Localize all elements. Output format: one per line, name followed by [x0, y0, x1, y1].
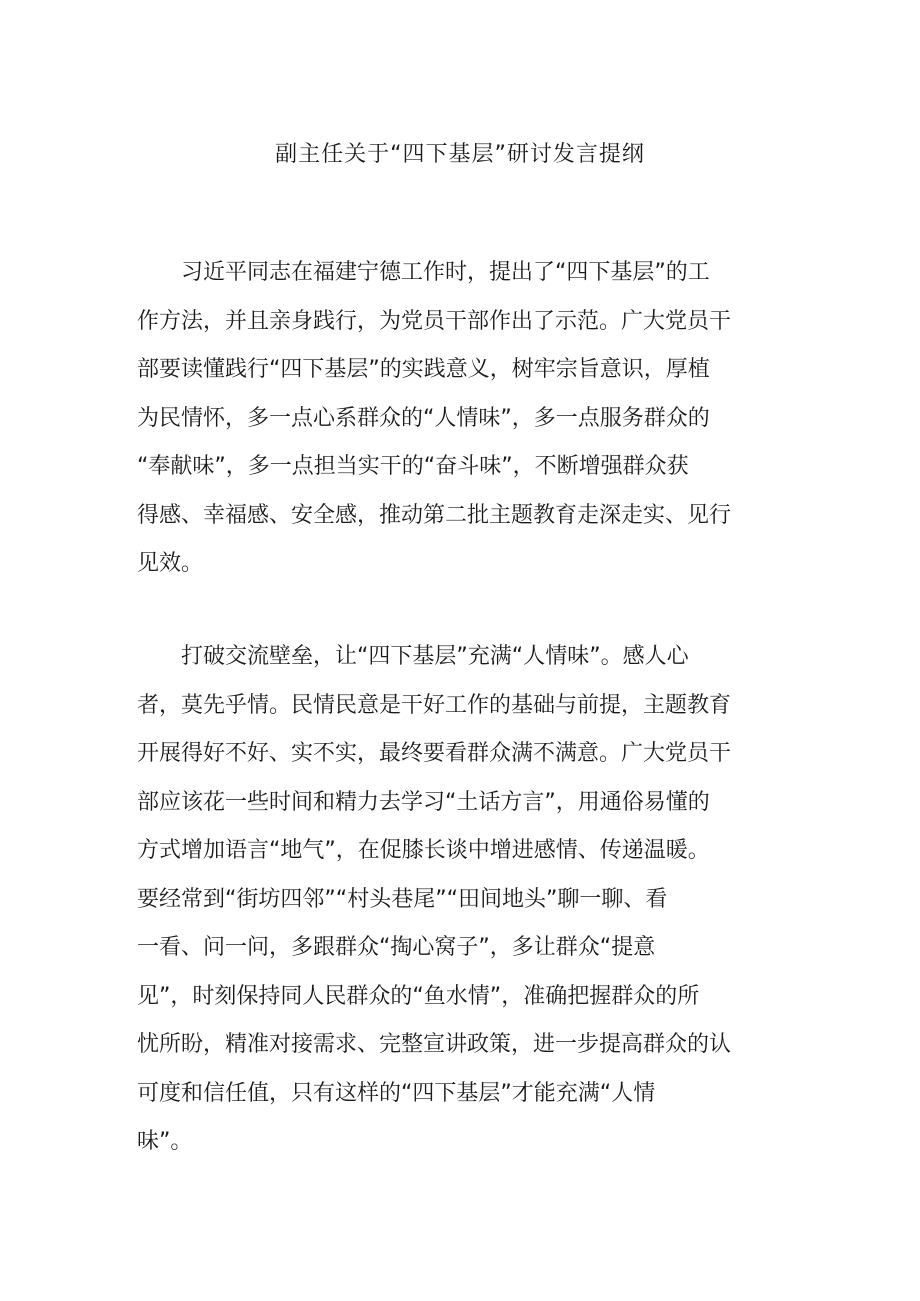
paragraph-line: “奉献味”，多一点担当实干的“奋斗味”，不断增强群众获 [137, 454, 689, 479]
paragraph-line: 见效。 [137, 551, 204, 576]
paragraph-line: 得感、幸福感、安全感，推动第二批主题教育走深走实、见行 [137, 502, 732, 528]
paragraph-line: 见”，时刻保持同人民群众的“鱼水情”，准确把握群众的所 [137, 983, 700, 1009]
paragraph-line: 开展得好不好、实不实，最终要看群众满不满意。广大党员干 [137, 741, 732, 766]
paragraph-line: 味”。 [137, 1129, 193, 1154]
paragraph-line: 要经常到“街坊四邻”“村头巷尾”“田间地头”聊一聊、看 [137, 886, 668, 912]
paragraph-line: 作方法，并且亲身践行，为党员干部作出了示范。广大党员干 [137, 308, 732, 334]
paragraph-line: 习近平同志在福建宁德工作时，提出了“四下基层”的工 [181, 260, 710, 285]
paragraph-line: 可度和信任值，只有这样的“四下基层”才能充满“人情 [137, 1080, 656, 1106]
paragraph-line: 忧所盼，精准对接需求、完整宣讲政策，进一步提高群众的认 [137, 1032, 732, 1057]
paragraph-line: 部要读懂践行“四下基层”的实践意义，树牢宗旨意识，厚植 [137, 357, 710, 382]
paragraph-line: 为民情怀，多一点心系群众的“人情味”，多一点服务群众的 [137, 405, 710, 431]
paragraph-line: 方式增加语言“地气”，在促膝长谈中增进感情、传递温暖。 [137, 838, 710, 863]
paragraph-1 [137, 249, 765, 589]
paragraph-line: 打破交流壁垒，让“四下基层”充满“人情味”。感人心 [181, 644, 689, 669]
paragraph-2 [137, 633, 765, 1167]
document-title: 副主任关于“四下基层”研讨发言提纲 [275, 142, 645, 167]
paragraph-line: 一看、问一问，多跟群众“掏心窝子”，多让群众“提意 [137, 935, 656, 960]
paragraph-line: 者，莫先乎情。民情民意是干好工作的基础与前提，主题教育 [137, 692, 732, 718]
paragraph-line: 部应该花一些时间和精力去学习“土话方言”，用通俗易懂的 [137, 789, 710, 815]
